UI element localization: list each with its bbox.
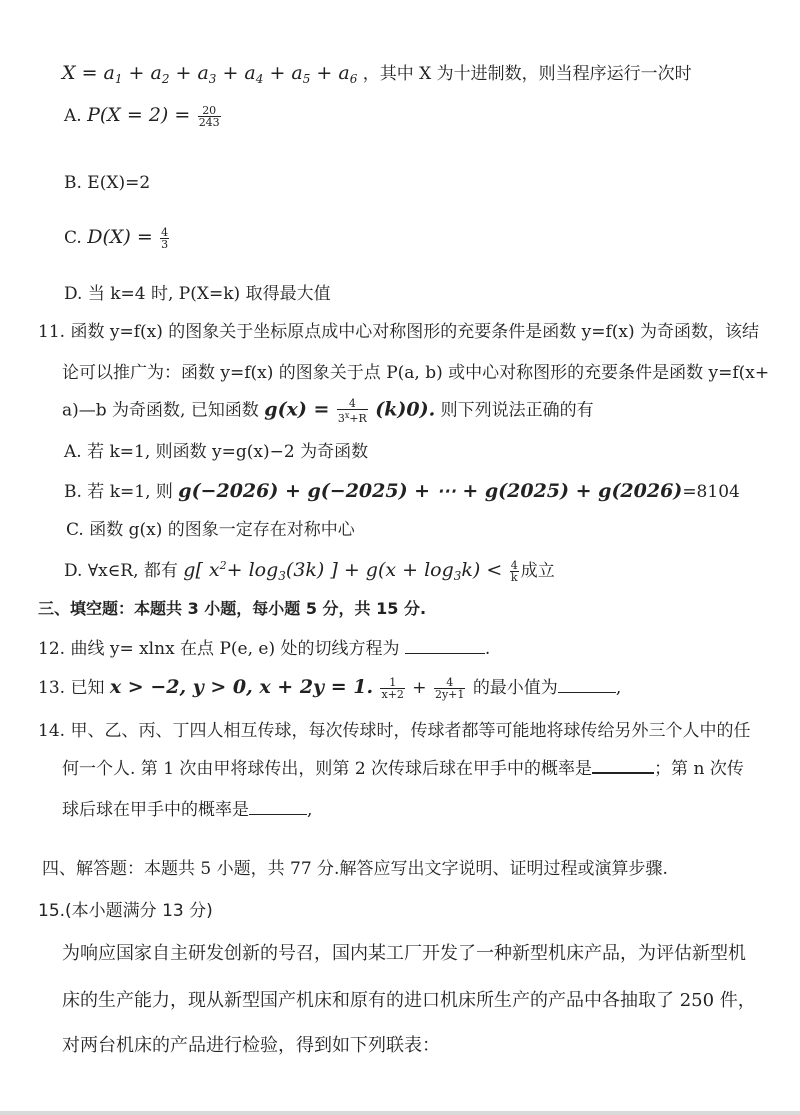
q11-option-d: D. ∀x∈R, 都有 g[ $x^2+ \log_3(3k)$ ] + $g(x + \log_3k)$ < $\frac{4}{k}$ 成立 (64, 559, 555, 584)
option-a: A. P(X = 2) = $\frac{20}{243}$ (64, 104, 220, 129)
g-function-fraction: $\frac{4}{3^x+R}$ (337, 397, 367, 425)
q11-option-b: B. 若 k=1, 则 g(−2026) + g(−2025) + ⋯ + g(2025) + g(2026)=8104 (64, 480, 740, 502)
q12-text: 12. 曲线 y= xlnx 在点 P(e, e) 处的切线方程为 (38, 639, 400, 659)
option-d: D. 当 k=4 时, P(X=k) 取得最大值 (64, 284, 331, 304)
section-3-heading: 三、填空题：本题共 3 小题，每小题 5 分，共 15 分. (38, 599, 427, 618)
q14-line-1: 14. 甲、乙、丙、丁四人相互传球，每次传球时，传球者都等可能地将球传给另外三个人中的任 (38, 721, 751, 741)
q11-line-3-tail: 则下列说法正确的有 (440, 400, 594, 421)
q14-line-2 (62, 758, 744, 780)
q11-option-d-fraction: $\frac{4}{k}$ (510, 559, 518, 584)
option-a-label: A. (64, 106, 82, 126)
q11-option-c: C. 函数 g(x) 的图象一定存在对称中心 (66, 520, 355, 540)
q11-line-2: 论可以推广为：函数 y=f(x) 的图象关于点 P(a, b) 或中心对称图形的充要条件是函数 y=f(x+ (62, 363, 770, 383)
option-b: B. E(X)=2 (64, 173, 151, 193)
q15-paragraph-line-3: 对两台机床的产品进行检验，得到如下列联表： (62, 1035, 440, 1056)
q11-line-1: 11. 函数 y=f(x) 的图象关于坐标原点成中心对称图形的充要条件是函数 y=f(x) 为奇函数，该结 (38, 322, 760, 342)
q14-line-2-tail: ；第 n 次传 (654, 759, 744, 779)
option-a-fraction (198, 105, 221, 128)
q12-period: . (484, 639, 491, 659)
q11-option-d-tail: 成立 (520, 561, 555, 581)
page-bottom-divider (0, 1111, 800, 1115)
option-c: C. D(X) = $\frac{4}{3}$ (64, 226, 169, 251)
sum-formula: $X = a_1 + a_2 + a_3 + a_4 + a_5 + a_6$ (62, 62, 358, 86)
q14-answer-blank-1[interactable] (592, 758, 654, 774)
q14-line-3-text: 球后球在甲手中的概率是 (62, 800, 249, 820)
formula-line-x (62, 62, 692, 90)
q15-heading: 15.(本小题满分 13 分) (38, 901, 213, 921)
q14-line-3: 球后球在甲手中的概率是 , (62, 800, 313, 820)
option-c-fraction: $\frac{4}{3}$ (161, 226, 169, 251)
g-function-formula: g(x) = (264, 398, 330, 421)
q13-tail: 的最小值为 (472, 678, 558, 698)
q13-fraction-1: $\frac{1}{x+2}$ (381, 676, 404, 701)
q13-text: 13. 已知 (38, 678, 105, 698)
q11-option-b-result: =8104 (682, 482, 740, 502)
q11-option-a: A. 若 k=1, 则函数 y=g(x)−2 为奇函数 (64, 442, 369, 462)
q11-line-3: a)—b 为奇函数, 已知函数 g(x) = $\frac{4}{3^x+R}$ (k)0). 则下列说法正确的有 (62, 397, 594, 425)
q14-answer-blank-2[interactable] (249, 800, 307, 815)
q14-line-2-text: 何一个人. 第 1 次由甲将球传出，则第 2 次传球后球在甲手中的概率是 (62, 759, 593, 779)
q11-line-3-text: a)—b 为奇函数, 已知函数 (62, 400, 259, 421)
q15-paragraph-line-2: 床的生产能力，现从新型国产机床和原有的进口机床所生产的产品中各抽取了 250 件， (62, 990, 756, 1011)
formula-line-tail: ，其中 X 为十进制数，则当程序运行一次时 (362, 64, 692, 84)
q15-paragraph-line-1: 为响应国家自主研发创新的号召，国内某工厂开发了一种新型机床产品，为评估新型机 (62, 943, 746, 964)
q11-option-b-label: B. 若 k=1, 则 (64, 482, 173, 502)
option-a-denominator: 243 (198, 116, 220, 129)
option-a-numerator: 20 (198, 105, 221, 117)
q12 (38, 638, 490, 660)
section-4-heading: 四、解答题：本题共 5 小题，共 77 分.解答应写出文字说明、证明过程或演算步骤. (42, 859, 668, 879)
q13: 13. 已知 x > −2, y > 0, x + 2y = 1. $\frac{1}{x+2}$ + $\frac{4}{2y+1}$ 的最小值为 , (38, 676, 622, 701)
q13-fraction-2: $\frac{4}{2y+1}$ (434, 676, 465, 701)
option-c-label: C. (64, 228, 82, 248)
q13-answer-blank[interactable] (558, 678, 616, 693)
q12-answer-blank[interactable] (405, 639, 485, 654)
q11-option-d-label: D. ∀x∈R, 都有 (64, 561, 178, 581)
